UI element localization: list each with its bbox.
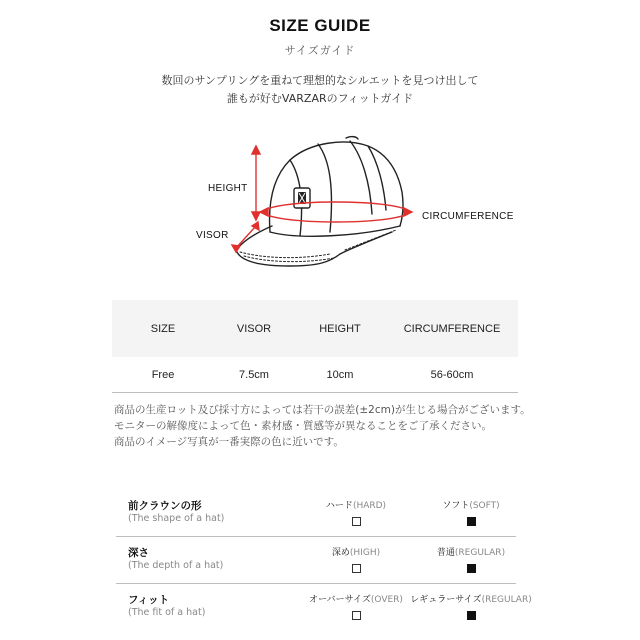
logo-patch-icon — [294, 188, 310, 208]
option-label-en: (SOFT) — [469, 501, 500, 511]
fit-row-fit — [116, 584, 532, 630]
notes — [114, 402, 534, 450]
header-cell-height: HEIGHT — [319, 322, 361, 335]
intro-line: 誰もが好むVARZARのフィットガイド — [226, 92, 414, 105]
option-regular — [396, 545, 546, 577]
cell-size: Free — [151, 368, 175, 381]
fit-sub-label: (The fit of a hat) — [128, 607, 206, 618]
fit-sub-label: (The depth of a hat) — [128, 560, 224, 571]
circumference-label: CIRCUMFERENCE — [422, 211, 514, 222]
cell-visor: 7.5cm — [239, 368, 269, 381]
checkbox-icon — [352, 611, 361, 620]
note-line: 商品の生産ロット及び採寸方によっては若干の誤差(±2cm)が生じる場合がございます。 — [114, 404, 531, 416]
checkbox-icon — [352, 517, 361, 526]
intro-line: 数回のサンプリングを重ねて理想的なシルエットを見つけ出して — [161, 74, 479, 87]
note-line: 商品のイメージ写真が一番実際の色に近いです。 — [114, 436, 344, 448]
option-label: 深め — [331, 548, 350, 558]
page-title: SIZE GUIDE — [269, 16, 371, 35]
height-label: HEIGHT — [208, 183, 248, 194]
fit-row-depth — [116, 537, 516, 583]
cell-height: 10cm — [326, 368, 354, 381]
checked-box-icon — [467, 517, 476, 526]
header-cell-size: SIZE — [150, 322, 176, 335]
option-soft — [396, 498, 546, 530]
option-label-en: (REGULAR) — [481, 595, 532, 605]
header-cell-circumference: CIRCUMFERENCE — [403, 322, 501, 335]
note-line: モニターの解像度によって色・素材感・質感等が異なることをご了承ください。 — [114, 420, 492, 432]
fit-label: 深さ — [128, 547, 149, 559]
option-label-en: (REGULAR) — [454, 548, 506, 558]
size-table-header — [112, 300, 518, 357]
table-row — [112, 357, 518, 393]
visor-label: VISOR — [196, 230, 229, 241]
cell-circumference: 56-60cm — [430, 368, 474, 381]
option-label: 普通 — [436, 548, 455, 558]
checked-box-icon — [467, 611, 476, 620]
fit-label: フィット — [128, 594, 170, 606]
header-cell-visor: VISOR — [236, 322, 272, 335]
checkbox-icon — [352, 564, 361, 573]
option-label-en: (HARD) — [352, 501, 387, 511]
option-regular-size — [396, 592, 546, 624]
option-label: オーバーサイズ — [309, 595, 371, 605]
page-subtitle: サイズガイド — [284, 44, 356, 57]
option-label-en: (OVER) — [370, 595, 403, 605]
option-label: ソフト — [442, 501, 470, 511]
checked-box-icon — [467, 564, 476, 573]
fit-sub-label: (The shape of a hat) — [128, 513, 225, 524]
cap-illustration-icon — [0, 0, 640, 300]
fit-row-shape — [116, 490, 516, 536]
option-label: ハード — [325, 501, 353, 511]
size-table — [112, 300, 518, 392]
option-label: レギュラーサイズ — [410, 595, 482, 605]
option-label-en: (HIGH) — [349, 548, 381, 558]
fit-label: 前クラウンの形 — [128, 500, 202, 512]
